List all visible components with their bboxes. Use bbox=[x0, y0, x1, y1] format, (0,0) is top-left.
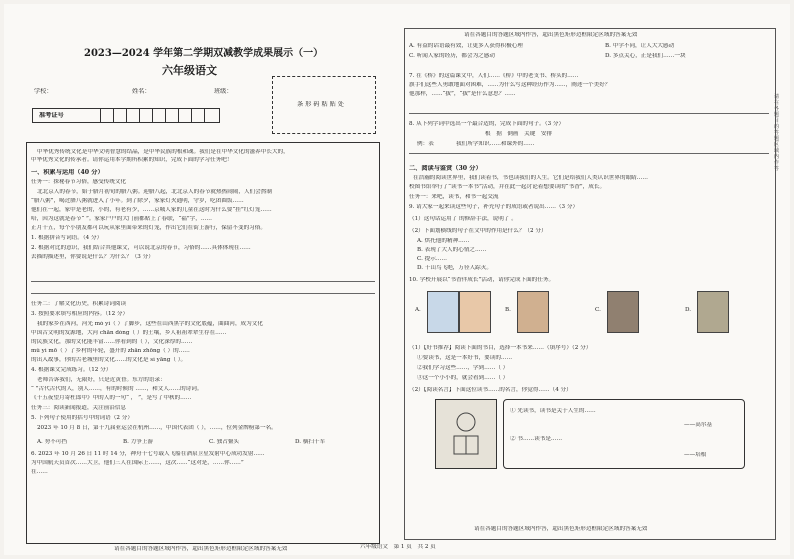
illustration-figure bbox=[435, 399, 497, 469]
question: 9. 请大家一起来读这些句子，补充句子的成语或者说出……（3 分） bbox=[409, 204, 579, 210]
option-a[interactable]: A. 有益的话语最有效，让更多人获得积极心理 bbox=[409, 43, 523, 49]
barcode-label: 条 形 码 粘 贴 处 bbox=[297, 101, 344, 108]
bottom-note-right: 请在各题目的答题区域内作答，超出黑色矩形边框限定区域的答案无效 bbox=[474, 526, 648, 532]
passage-text: 哈，因为这就是春节“ ”。家家户户的大门前都贴上了春联，“福”字，…… bbox=[31, 216, 213, 222]
id-cell[interactable] bbox=[87, 109, 101, 122]
exam-id-grid bbox=[32, 108, 220, 123]
question: 1. 根据拼音写词语。（4 分） bbox=[31, 235, 103, 241]
passage-text: 北北京人的春节，始于腊月初旬的腊八粥。迎腊八起，北北京人的春节就热热闹闹，人们会熬制 bbox=[37, 189, 272, 195]
page-footer: 六年级语文 第 1 页 共 2 页 bbox=[360, 544, 436, 550]
intro-text: 中华优秀文化的传承者。请你运用本学期所积累的知识，完成下面的学习任务吧！ bbox=[31, 157, 233, 163]
word-bank: 根 据 倒画 关键 安排 bbox=[485, 131, 553, 137]
task-heading: 任务一：来吧，读书，和书一起交流 bbox=[409, 194, 499, 200]
task-heading: 任务一：探秘春节习俗，感受传统文化 bbox=[31, 179, 127, 185]
question: 5. 下列句子使用的括号中的词语（2 分） bbox=[31, 415, 133, 421]
id-cell[interactable] bbox=[191, 109, 205, 122]
passage-text: 校图书馆举行了“读书一本书”活动，并在此一起讨论着想要读的“书香”，成长。 bbox=[409, 184, 606, 190]
id-cell[interactable] bbox=[178, 109, 192, 122]
fill-text: ③这一个小小的，就会看到……（ ） bbox=[417, 375, 509, 381]
answer-line[interactable] bbox=[409, 153, 769, 154]
question: 8. 从下列字词中选出一个最合适的，完成下面的句子。（3 分） bbox=[409, 121, 565, 127]
exam-subtitle: 六年级语文 bbox=[162, 64, 217, 77]
fill-text: 中国古文明的发源地，大河 chān dòng（ ）的土壤，乡人祖祖辈辈生存在…… bbox=[31, 330, 227, 336]
fill-text: mǔ yì mō（ ）了乡村的年轮，盛开的 zhān zhōng（ ）的…… bbox=[31, 348, 190, 354]
fill-text: “ ”古代古代的人，别人……，有的时候的 ……，和文人……的诗词。 bbox=[31, 386, 203, 392]
option-c[interactable]: C. 提示…… bbox=[417, 256, 448, 262]
question: 4. 根据课文完成练习。（12 分） bbox=[31, 367, 112, 373]
passage-text: 他们在一起，家中是老的，小的，有老有少，……京城人家的儿童在这时为什么要“挂”红灯笼…… bbox=[31, 207, 272, 213]
book-label-c: C. bbox=[595, 307, 601, 313]
option-a[interactable]: A. 势不可挡 bbox=[37, 439, 67, 445]
intro-text: 中华优秀传统文化是中华文明智慧的结晶，是中华民族的根和魂。我们是在中华文化的滋养中长大的， bbox=[37, 149, 289, 155]
id-cell[interactable] bbox=[126, 109, 140, 122]
fill-text: 老师告诉我们，无限好，只是近黄昏。东方的语录： bbox=[37, 377, 166, 383]
quote-box bbox=[503, 399, 745, 469]
section-heading: 一、积累与运用（40 分） bbox=[31, 169, 104, 176]
id-cell[interactable] bbox=[152, 109, 166, 122]
task-heading: 任务三：阅读新闻报道，关注前沿信息 bbox=[31, 405, 127, 411]
passage-text: 在浩瀚的阅读世界里，我们读着书，书也读我们的人生。它们是给我们人类认识世界的眼睛…… bbox=[413, 175, 648, 181]
id-cell[interactable] bbox=[100, 109, 114, 122]
id-cell[interactable] bbox=[139, 109, 153, 122]
question: 2. 根据对比的意识，我们结合其他课文，可以说北京的春节，习俗的……具体体现在…… bbox=[31, 245, 251, 251]
book-cover-b[interactable] bbox=[517, 291, 549, 333]
fill-text: 旗手们这些人勇敢地面对困难，……为什么写这种经历作为……，阐述一个美好？ bbox=[409, 82, 611, 88]
question: 6. 2023 年 10 月 26 日 11 时 14 分，神舟十七号载人飞船在酒泉卫星发射中心成功发射…… bbox=[31, 451, 265, 457]
option-d[interactable]: D. 多点关心，正是我们……一块 bbox=[605, 53, 686, 59]
book-cover-a[interactable] bbox=[427, 291, 459, 333]
book-options bbox=[415, 291, 765, 335]
option-c[interactable]: C. 独占鳌头 bbox=[209, 439, 240, 445]
fill-text: 我的家乡在西河，河光 mó yì（ ）了脚步，这些在山西黑字的文化底蕴，曲曲河，成为文化 bbox=[37, 321, 263, 327]
fill-text: 2023 年 10 月 8 日，第十九届亚运会在杭州……，中国代表团（ ），……，位列金牌榜第一名。 bbox=[37, 425, 277, 431]
question: （2）下面划横线的句子在文中的作用是什么？（2 分） bbox=[409, 228, 547, 234]
task-heading: 任务二：了解文化历史，积累诗词阅读 bbox=[31, 301, 127, 307]
question: 去描的描述里，你要说是什么？为什么？（3 分） bbox=[31, 254, 154, 260]
option-c[interactable]: C. 听闻人家的经历，都会为之感动 bbox=[409, 53, 495, 59]
fill-text: 在…… bbox=[31, 469, 48, 475]
option-d[interactable]: D. 干山鸟飞绝，万径人踪灭。 bbox=[417, 265, 492, 271]
option-d[interactable]: D. 横扫千军 bbox=[295, 439, 326, 445]
id-cell[interactable] bbox=[204, 109, 217, 122]
answer-box-right bbox=[404, 28, 776, 540]
option-b[interactable]: B. 表现了大人的心情之…… bbox=[417, 247, 487, 253]
exam-page bbox=[4, 4, 790, 555]
question: 10. 学校开展以“书香伴成长”活动，请你完成下面的任务。 bbox=[409, 277, 555, 283]
side-note: 请在各题目的答题区域内作答 bbox=[774, 94, 780, 172]
book-label-a: A. bbox=[415, 307, 421, 313]
section-heading: 二、阅读与鉴赏（30 分） bbox=[409, 165, 482, 172]
fill-text: ①要读书，这是一本好书，要读的…… bbox=[417, 355, 513, 361]
fill-text: 例：表 我们所学知识……和课外的…… bbox=[417, 141, 535, 147]
question: （2）【阅读名言】下面这位读书……的名言，你觉得……（4 分） bbox=[409, 387, 572, 393]
book-label-d: D. bbox=[685, 307, 692, 313]
fill-text: 《十五夜望月寄杜郎中》中的人的一句“ ， ”，是写了中秋的…… bbox=[31, 395, 192, 401]
quote-author: ——高尔基 bbox=[684, 422, 712, 428]
option-a[interactable]: A. 烘托他的精神…… bbox=[417, 238, 470, 244]
fill-text: 的民族文化，那的文化能丰富……你看到的（ ），文化深厚的…… bbox=[31, 339, 193, 345]
passage-text: “腊八粥”，喝过腊八粥就进入了小年。到了除夕，家家灯火通明，守岁，吃团圆饭…… bbox=[31, 198, 244, 204]
passage-text: 正月十五，每个小朋友都可以玩从家里面带来的灯笼，作出它们在街上游行，保留不变的习俗。 bbox=[31, 225, 266, 231]
barcode-area bbox=[272, 76, 376, 134]
exam-id-label: 准考证号 bbox=[39, 112, 64, 119]
fill-text: 为中国航天员首次……大卫，他们三人在国际上……，这次……“这对是，……你……” bbox=[31, 460, 244, 466]
answer-line[interactable] bbox=[31, 293, 375, 294]
answer-line[interactable] bbox=[31, 281, 375, 282]
id-cell[interactable] bbox=[165, 109, 179, 122]
option-b[interactable]: B. 中学不同，让人大大感动 bbox=[605, 43, 675, 49]
quote-author: ——培根 bbox=[684, 452, 707, 458]
answer-line[interactable] bbox=[409, 113, 769, 114]
fill-text: （1）这句话运用了 的修辞手法，说明了 。 bbox=[409, 216, 517, 222]
fill-text: 他那样，……“拔”，“拔”是什么意思？…… bbox=[409, 91, 516, 97]
child-reading-icon bbox=[436, 400, 496, 468]
class-label: 班级： bbox=[214, 88, 233, 95]
book-cover-d[interactable] bbox=[697, 291, 729, 333]
book-label-b: B. bbox=[505, 307, 511, 313]
question: 7. 在《桥》的这篇课文中，人们……《桥》中的老支书、桥头的…… bbox=[409, 73, 579, 79]
name-label: 姓名： bbox=[132, 88, 151, 95]
school-label: 学校： bbox=[34, 88, 53, 95]
question: （1）【好书推荐】阅读下面的书目，选择一本书来……（填序号）（2 分） bbox=[409, 345, 592, 351]
top-note: 请在各题目的答题区域内作答，超出黑色矩形边框限定区域的答案无效 bbox=[464, 32, 638, 38]
exam-title: 2023—2024 学年第二学期双减教学成果展示（一） bbox=[84, 48, 324, 59]
quote-text: ① 先读书，读书是关于人生的…… bbox=[510, 408, 596, 414]
fill-text: ②我们学习这些……，学到……（ ） bbox=[417, 365, 509, 371]
left-column bbox=[14, 18, 386, 550]
answer-box-left bbox=[26, 142, 380, 544]
option-b[interactable]: B. 力争上游 bbox=[123, 439, 154, 445]
quote-text: ② 书……读书是…… bbox=[510, 436, 563, 442]
book-cover-a2[interactable] bbox=[459, 291, 491, 333]
book-cover-c[interactable] bbox=[607, 291, 639, 333]
bottom-note-left: 请在各题目的答题区域内作答，超出黑色矩形边框限定区域的答案无效 bbox=[114, 546, 288, 552]
fill-text: 的出入故事，你的古老城里的文化……的文化是 sì yāng（ ）。 bbox=[31, 357, 187, 363]
id-cell[interactable] bbox=[113, 109, 127, 122]
question: 3. 按照要求填写相应的内容。（12 分） bbox=[31, 311, 129, 317]
